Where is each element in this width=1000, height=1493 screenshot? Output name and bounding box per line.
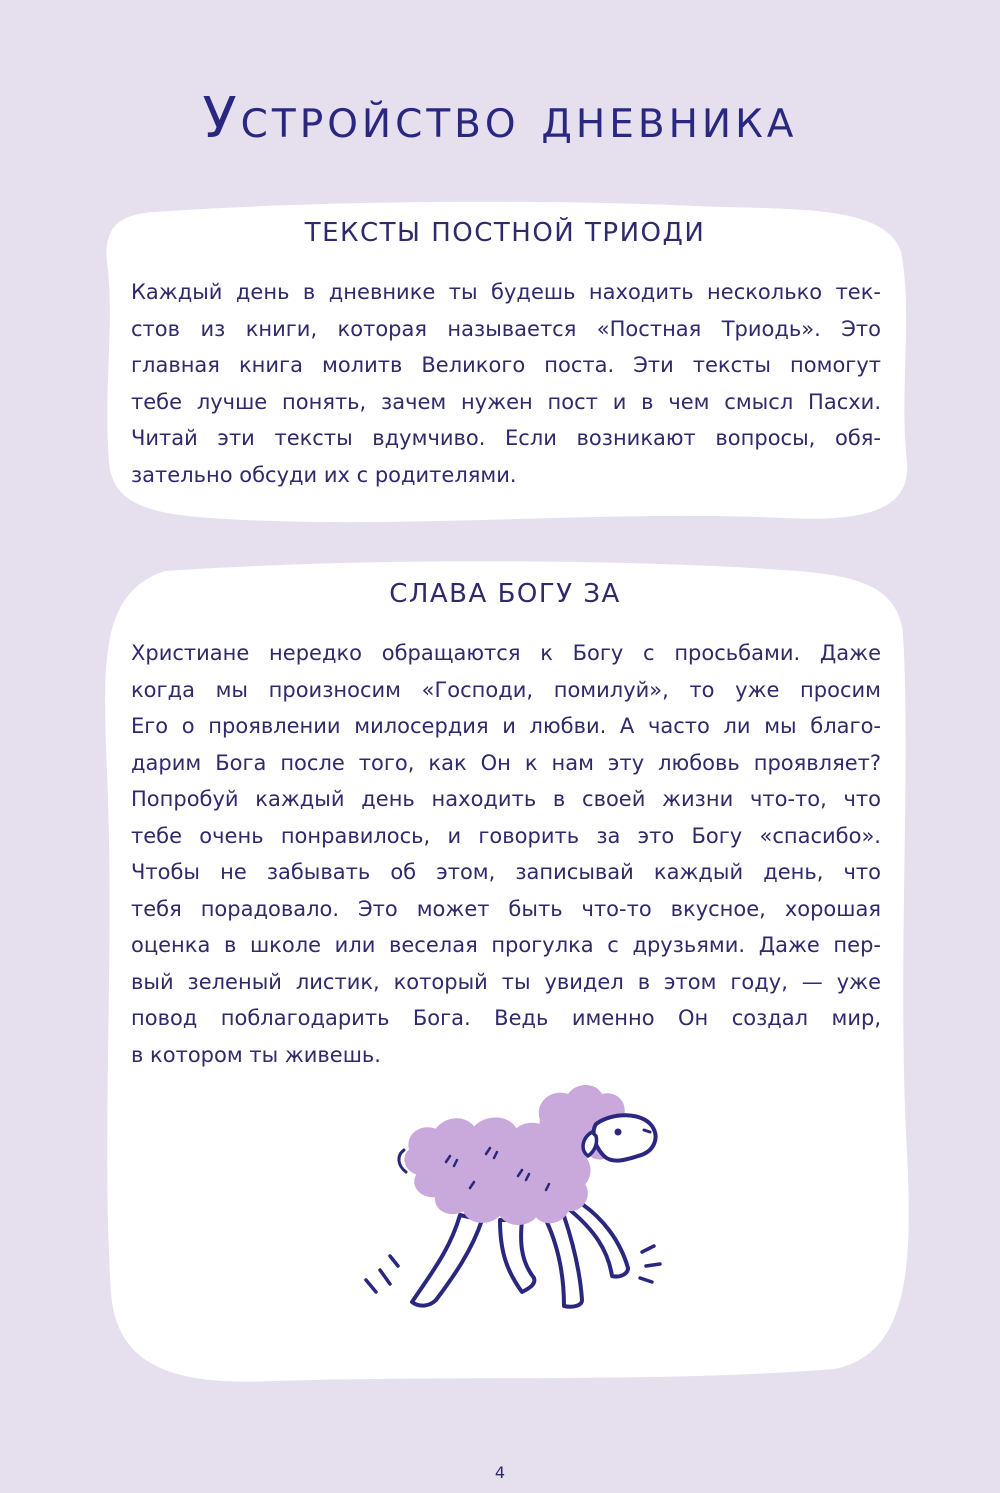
text-line: Его о проявлении милосердия и любви. А часто ли мы благо- bbox=[131, 714, 881, 738]
text-line: Каждый день в дневнике ты будешь находить несколько тек- bbox=[131, 280, 881, 304]
text-line: в котором ты живешь. bbox=[131, 1042, 381, 1067]
text-line: Читай эти тексты вдумчиво. Если возникают вопросы, обя- bbox=[131, 426, 881, 450]
text-line: тебе лучше понять, зачем нужен пост и в чем смысл Пасхи. bbox=[131, 389, 881, 414]
section-heading: ТЕКСТЫ ПОСТНОЙ ТРИОДИ bbox=[304, 218, 706, 248]
text-line: Чтобы не забывать об этом, записывай каждый день, что bbox=[131, 860, 881, 884]
lamb-nose bbox=[644, 1130, 650, 1132]
text-line: зательно обсуди их с родителями. bbox=[131, 462, 517, 487]
lamb-face bbox=[594, 1115, 656, 1160]
page-number: 4 bbox=[494, 1463, 506, 1482]
text-line: повод поблагодарить Бога. Ведь именно Он создал мир, bbox=[131, 1006, 881, 1030]
page-title: Устройство дневника bbox=[202, 86, 798, 151]
section-body bbox=[131, 274, 881, 493]
section-heading: СЛАВА БОГУ ЗА bbox=[389, 579, 621, 609]
lamb-illustration bbox=[350, 1080, 680, 1320]
text-line: когда мы произносим «Господи, помилуй», то уже просим bbox=[131, 677, 881, 702]
text-line: Попробуй каждый день находить в своей жизни что-то, что bbox=[131, 787, 881, 811]
text-line: стов из книги, которая называется «Постная Триодь». Это bbox=[131, 316, 881, 341]
text-line: вый зеленый листик, который ты увидел в этом году, — уже bbox=[131, 969, 881, 994]
text-line: главная книга молитв Великого поста. Эти тексты помогут bbox=[131, 353, 881, 377]
text-line: тебе очень понравилось, и говорить за это Богу «спасибо». bbox=[131, 823, 881, 848]
text-line: оценка в школе или веселая прогулка с друзьями. Даже пер- bbox=[131, 933, 881, 957]
lamb-eye bbox=[615, 1129, 622, 1136]
text-line: тебя порадовало. Это может быть что-то вкусное, хорошая bbox=[131, 896, 881, 921]
text-line: дарим Бога после того, как Он к нам эту любовь проявляет? bbox=[131, 750, 881, 775]
section-body bbox=[131, 635, 881, 1073]
text-line: Христиане нередко обращаются к Богу с просьбами. Даже bbox=[131, 641, 881, 665]
section-card-triodion bbox=[95, 192, 915, 530]
